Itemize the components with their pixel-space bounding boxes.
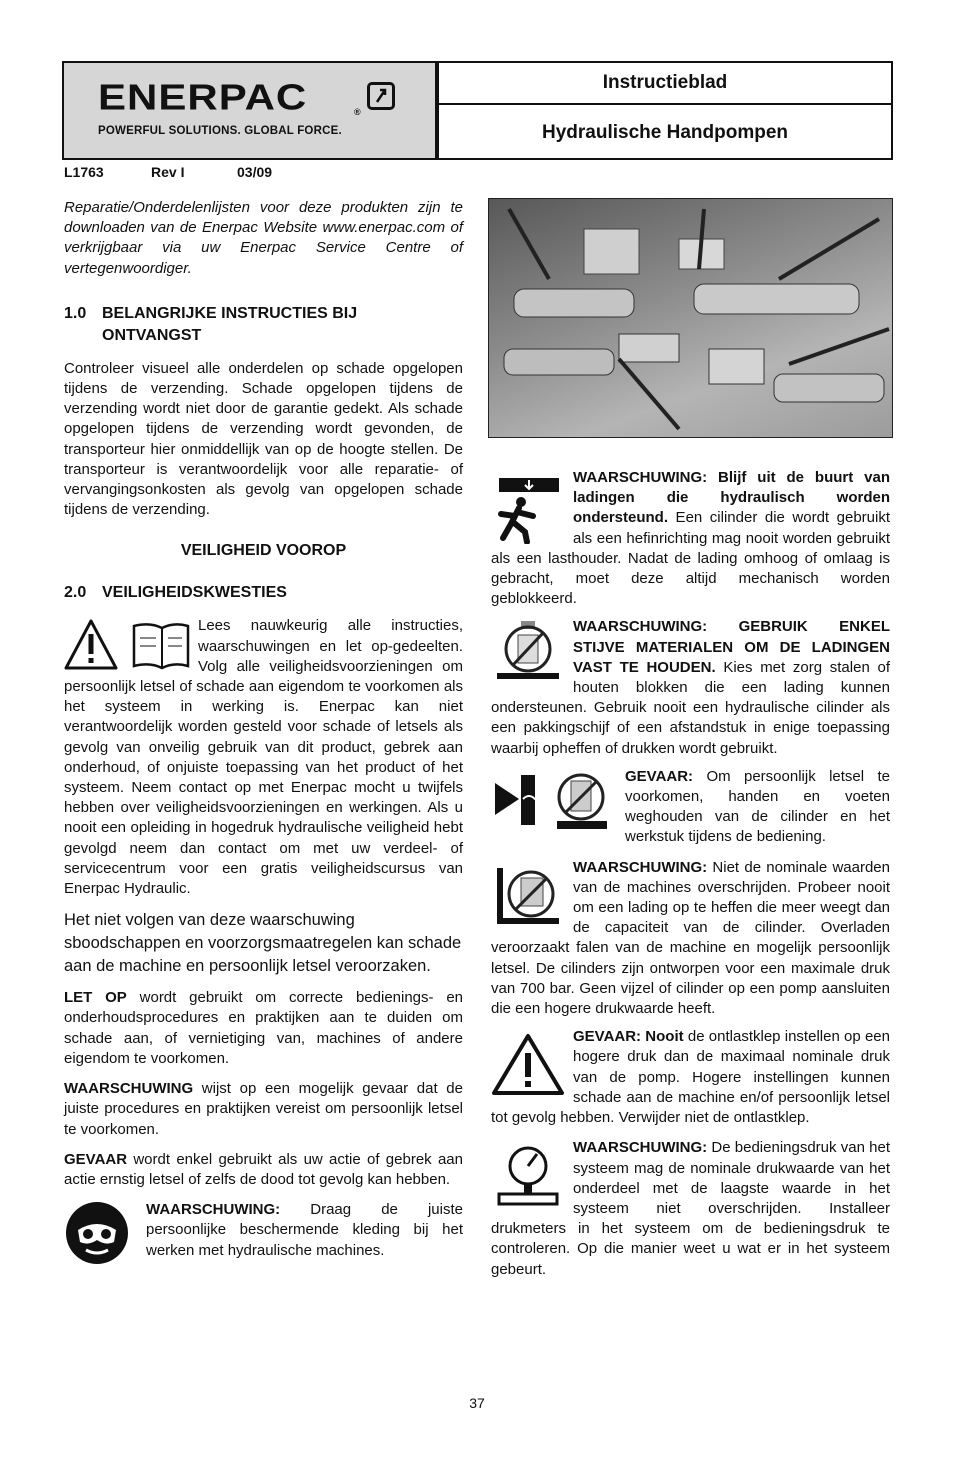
warning-3-text: GEVAAR: Om persoonlijk letsel te voorkomen, handen en voeten weghouden van de cilinder en het werkstuk tijdens de bediening. <box>625 767 890 846</box>
safety-icons <box>64 618 190 672</box>
doc-number: L1763 <box>64 164 104 180</box>
section1-heading-line2: ONTVANGST <box>102 326 202 344</box>
warning-triangle-icon <box>64 618 190 672</box>
danger-hands-feet <box>491 767 890 848</box>
warning-intro: Het niet volgen van deze waarschuwing sboodschappen en voorzorgsmaatregelen kan schade aan de machine en persoonlijk letsel veroorzaken. <box>64 911 462 976</box>
doc-type: Instructieblad <box>439 63 891 105</box>
section2-body: Lees nauwkeurig alle instructies, waarschuwingen en let op-gedeelten. Volg alle veiligheidsvoorzieningen om persoonlijk letsel of schade aan eigendom te voorkomen als het systeem in werking is. Enerpac kan niet verantwoordelijk worden gesteld voor schade of letsels als gevolg van onveilig gebruik van dit product, gebrek aan onderhoud, of onjuiste toepassing van het product of het systeem. Neem contact op met Enerpac mocht u twijfels hebben over veiligheidsvoorzieningen en werkingen. Als u nooit een opleiding in hogedruk hydraulische veiligheid hebt gevolgd neem dan contact om met uw verdeel- of servicecentrum voor een gratis veiligheidscursus van Enerpac Hydraulic. <box>64 617 463 898</box>
hand-crush-icon <box>491 769 609 833</box>
protective-clothing-warning <box>64 1200 463 1261</box>
prohibited-spacer-icon <box>491 619 565 683</box>
definition-gevaar: GEVAAR wordt enkel gebruikt als uw actie of gebrek aan actie ernstig letsel of zelfs de dood tot gevolg kan hebben. <box>64 1150 463 1188</box>
warning-rigid-materials <box>491 617 890 758</box>
doc-title: Hydraulische Handpompen <box>542 121 788 143</box>
enerpac-mark-icon <box>367 82 395 110</box>
doc-revision: Rev I <box>151 164 185 180</box>
definition-let-op: LET OP wordt gebruikt om correcte bedienings- en onderhoudsprocedures en praktijken aan te duiden om schade aan, of vernietiging van, machines of andere eigendom te voorkomen. <box>64 989 464 1067</box>
left-column <box>64 198 463 1266</box>
warning-supported-loads <box>491 468 890 609</box>
page-number: 37 <box>469 1395 485 1411</box>
brand-box <box>62 61 437 160</box>
warning-5-text: GEVAAR: Nooit de ontlastklep instellen op een hogere druk dan de maximaal nominale druk van de pomp. Hogere instellingen kunnen schade aan de machine en/of persoonlijk letsel tot gevolg hebben. Verwijder niet de ontlastklep. <box>491 1028 890 1127</box>
danger-relief-valve <box>491 1027 890 1128</box>
section1-body: Controleer visueel alle onderdelen op schade opgelopen tijdens de verzending. Schade opgelopen tijdens de verzending wordt niet door de garantie gedekt. Als schade opgelopen tijdens de verzending wordt gevonden, de transporteur hier onmiddellijk van op de hoogte stellen. De transporteur is verantwoordelijk voor alle reparatie- of vervangingsonkosten als gevolg van opgelopen schade tijdens de verzending. <box>64 359 463 519</box>
safety-heading: VEILIGHEID VOOROP <box>180 542 347 560</box>
warning-4-text: WAARSCHUWING: Niet de nominale waarden van de machines overschrijden. Probeer nooit om een lading op te heffen die meer weegt dan de capaciteit van de cilinder. Overladen veroorzaakt falen van de machine en mogelijk persoonlijk letsel. De cilinders zijn ontworpen voor een maximale druk van 700 bar. Geen vijzel of cilinder op een pomp aansluiten die een hogere drukwaarde heeft. <box>491 858 890 1018</box>
brand-tagline: POWERFUL SOLUTIONS. GLOBAL FORCE. <box>98 125 342 137</box>
warning-operating-pressure <box>491 1138 890 1279</box>
definition-waarschuwing: WAARSCHUWING wijst op een mogelijk gevaar dat de juiste procedures en praktijken vereist om persoonlijk letsel te voorkomen. <box>64 1080 463 1138</box>
warning-1-text: WAARSCHUWING: Blijf uit de buurt van ladingen die hydraulisch worden ondersteund. Een cilinder die wordt gebruikt als een hefinrichting mag nooit worden gebruikt als een lasthouder. Nadat de lading omhoog of omlaag is gebracht, moet deze altijd mechanisch worden geblokkeerd. <box>491 469 890 608</box>
brand-logo: ENERPAC <box>98 77 308 117</box>
doc-meta <box>64 164 272 180</box>
doc-date: 03/09 <box>237 164 273 180</box>
section2-heading: 2.0 VEILIGHEIDSKWESTIES <box>64 584 287 602</box>
falling-load-icon <box>491 474 565 544</box>
title-box <box>437 61 893 160</box>
section1-heading: 1.0 BELANGRIJKE INSTRUCTIES BIJ <box>64 304 358 322</box>
overload-prohibited-icon <box>491 864 565 928</box>
product-photo <box>488 198 893 438</box>
section2-block <box>64 616 463 899</box>
warning-ratings <box>491 858 890 1020</box>
intro-text: Reparatie/Onderdelenlijsten voor deze produkten zijn te downloaden van de Enerpac Website www.enerpac.com of verkrijgbaar via uw Enerpac Service Centre of vertegenwoordiger. <box>64 199 463 277</box>
warning-2-text: WAARSCHUWING: GEBRUIK ENKEL STIJVE MATERIALEN OM DE LADINGEN VAST TE HOUDEN. Kies met zorg stalen of houten blokken die een lading kunnen ondersteunen. Gebruik nooit een hydraulische cilinder als een pakkingschijf of een afstandstuk in enige toepassing waarbij opheffen of drukken wordt gebruikt. <box>491 618 890 757</box>
protective-clothing-text: WAARSCHUWING: Draag de juiste persoonlijke beschermende kleding bij het werken met hydraulische machines. <box>146 1201 463 1259</box>
registered-mark: ® <box>354 107 361 117</box>
right-column <box>491 468 890 1280</box>
danger-triangle-icon <box>491 1033 565 1097</box>
pressure-gauge-icon <box>491 1144 565 1208</box>
goggles-icon <box>64 1200 130 1266</box>
warning-6-text: WAARSCHUWING: De bedieningsdruk van het systeem mag de nominale drukwaarde van het onderdeel met de laagste waarde in het systeem niet overschrijden. Installeer drukmeters in het systeem om de bedieningsdruk te controleren. Op die manier weet u wat er in het systeem gebeurt. <box>491 1139 890 1278</box>
